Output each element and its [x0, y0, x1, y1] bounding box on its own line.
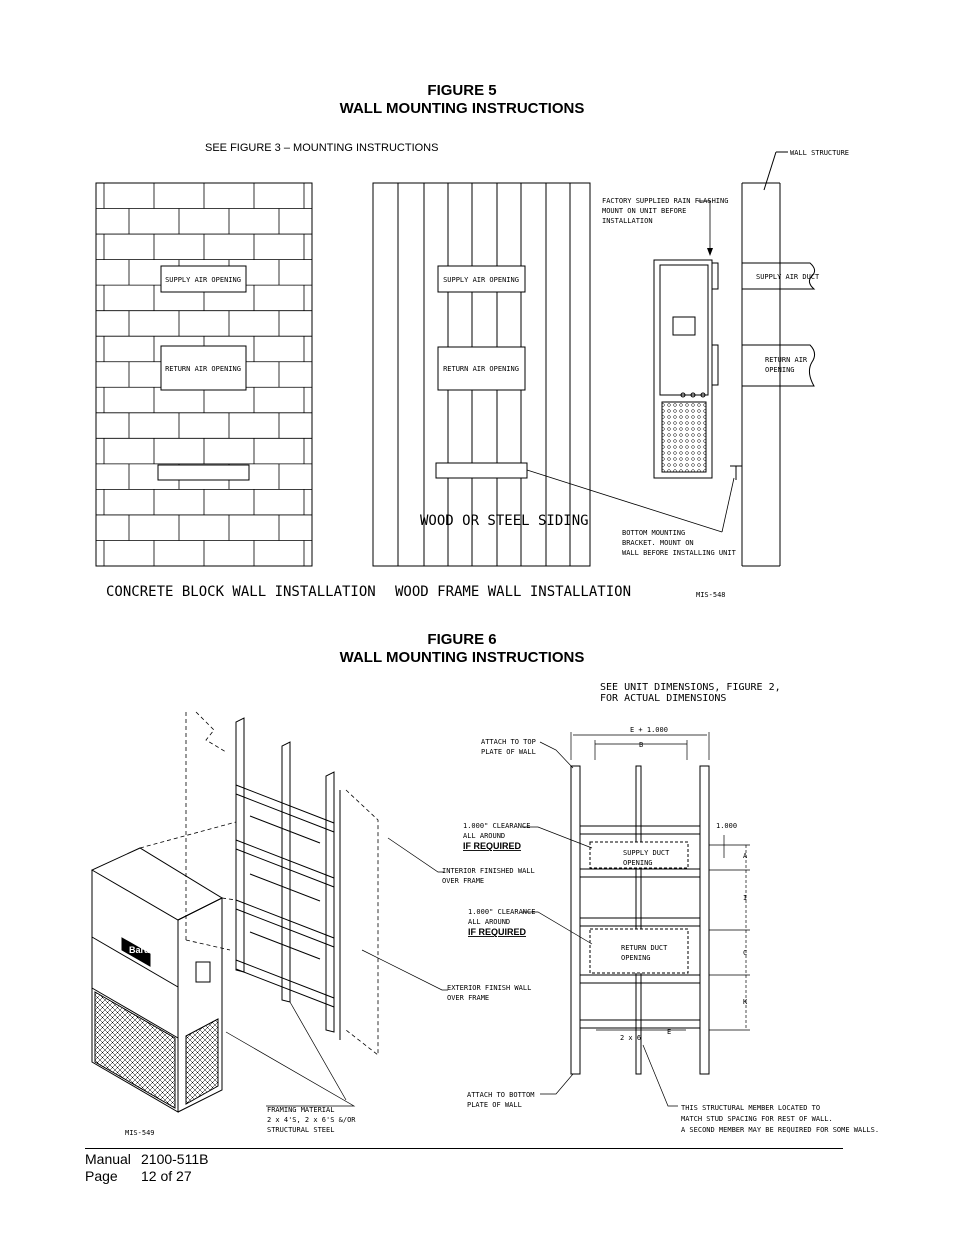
exterior-wall-label-2: OVER FRAME: [447, 994, 490, 1002]
dim-one-label: 1.000: [716, 822, 738, 830]
supply-duct-label-1: SUPPLY DUCT: [623, 849, 670, 857]
footer-page: [85, 1167, 192, 1185]
dim-e-label: E + 1.000: [630, 726, 668, 734]
wood-mounting-bracket: [436, 463, 527, 478]
return-air-opening-label-1: RETURN AIR: [765, 356, 808, 364]
rain-flashing-label-1: FACTORY SUPPLIED RAIN FLASHING: [602, 197, 729, 205]
fig6-front-leaders: [522, 742, 678, 1106]
wood-siding-label: WOOD OR STEEL SIDING: [420, 513, 589, 529]
concrete-supply-label: SUPPLY AIR OPENING: [165, 276, 241, 284]
attach-top-label-2: PLATE OF WALL: [481, 748, 536, 756]
wood-caption: WOOD FRAME WALL INSTALLATION: [395, 584, 632, 600]
clearance2-label-1: 1.000" CLEARANCE: [468, 908, 536, 916]
framing-label-1: FRAMING MATERIAL: [267, 1106, 335, 1114]
bracket-label-2: BRACKET. MOUNT ON: [622, 539, 694, 547]
rain-flashing-label-2: MOUNT ON UNIT BEFORE: [602, 207, 687, 215]
two-by-six-label: 2 x 6: [620, 1034, 642, 1042]
supply-duct-label-2: OPENING: [623, 859, 653, 867]
if-required-1: IF REQUIRED: [463, 841, 522, 851]
brand-logo: Bard: [129, 945, 150, 955]
letter-e: E: [667, 1028, 672, 1036]
bracket-label-3: WALL BEFORE INSTALLING UNIT: [622, 549, 736, 557]
wall-structure-label: WALL STRUCTURE: [790, 149, 850, 157]
interior-wall-label-1: INTERIOR FINISHED WALL: [442, 867, 535, 875]
letter-c: C: [743, 949, 748, 957]
letter-k: K: [743, 998, 748, 1006]
return-air-opening-label-2: OPENING: [765, 366, 795, 374]
manual-label: Manual: [85, 1151, 131, 1167]
page-label: Page: [85, 1168, 118, 1184]
see-dimensions-note-2: FOR ACTUAL DIMENSIONS: [600, 693, 727, 704]
clearance1-label-2: ALL AROUND: [463, 832, 506, 840]
page-number: 12 of 27: [141, 1168, 192, 1184]
return-duct-label-1: RETURN DUCT: [621, 944, 668, 952]
wood-return-label: RETURN AIR OPENING: [443, 365, 519, 373]
framing-label-3: STRUCTURAL STEEL: [267, 1126, 335, 1134]
wood-supply-label: SUPPLY AIR OPENING: [443, 276, 519, 284]
footer-rule: [85, 1148, 843, 1149]
dashed-walls: [140, 712, 378, 1055]
exterior-wall-label-1: EXTERIOR FINISH WALL: [447, 984, 532, 992]
attach-bottom-label-2: PLATE OF WALL: [467, 1101, 522, 1109]
rain-flashing-label-3: INSTALLATION: [602, 217, 653, 225]
supply-air-duct-label: SUPPLY AIR DUCT: [756, 273, 820, 281]
concrete-mounting-bracket: [158, 465, 249, 480]
clearance2-label-2: ALL AROUND: [468, 918, 511, 926]
bracket-label-1: BOTTOM MOUNTING: [622, 529, 686, 537]
structural-label-1: THIS STRUCTURAL MEMBER LOCATED TO: [681, 1104, 821, 1112]
dim-b-label: B: [639, 741, 644, 749]
attach-bottom-label-1: ATTACH TO BOTTOM: [467, 1091, 535, 1099]
figure5-see-note: SEE FIGURE 3 – MOUNTING INSTRUCTIONS: [205, 142, 439, 154]
manual-number: 2100-511B: [141, 1151, 209, 1167]
figure5-title: WALL MOUNTING INSTRUCTIONS: [339, 100, 585, 117]
figure6-code: MIS-549: [125, 1129, 155, 1137]
isometric-unit: [92, 848, 222, 1112]
concrete-caption: CONCRETE BLOCK WALL INSTALLATION: [106, 584, 376, 600]
figure5-number: FIGURE 5: [427, 82, 497, 99]
letter-a: A: [743, 852, 748, 860]
letter-i: I: [743, 894, 748, 902]
isometric-frame: [236, 718, 340, 1040]
return-duct-label-2: OPENING: [621, 954, 651, 962]
figure6-title: WALL MOUNTING INSTRUCTIONS: [339, 649, 585, 666]
see-dimensions-note-1: SEE UNIT DIMENSIONS, FIGURE 2,: [600, 682, 781, 693]
structural-label-3: A SECOND MEMBER MAY BE REQUIRED FOR SOME WALLS.: [681, 1126, 880, 1134]
interior-wall-label-2: OVER FRAME: [442, 877, 485, 885]
clearance1-label-1: 1.000" CLEARANCE: [463, 822, 531, 830]
framing-label-2: 2 x 4'S, 2 x 6'S &/OR: [267, 1116, 356, 1124]
structural-label-2: MATCH STUD SPACING FOR REST OF WALL.: [681, 1115, 833, 1123]
concrete-return-label: RETURN AIR OPENING: [165, 365, 241, 373]
front-frame: [571, 732, 750, 1074]
side-view-unit: [654, 260, 742, 480]
footer-manual: [85, 1150, 208, 1168]
fig6-leaders: [226, 838, 448, 1106]
figure6-number: FIGURE 6: [427, 631, 497, 648]
attach-top-label-1: ATTACH TO TOP: [481, 738, 536, 746]
if-required-2: IF REQUIRED: [468, 927, 527, 937]
figure5-code: MIS-548: [696, 591, 726, 599]
